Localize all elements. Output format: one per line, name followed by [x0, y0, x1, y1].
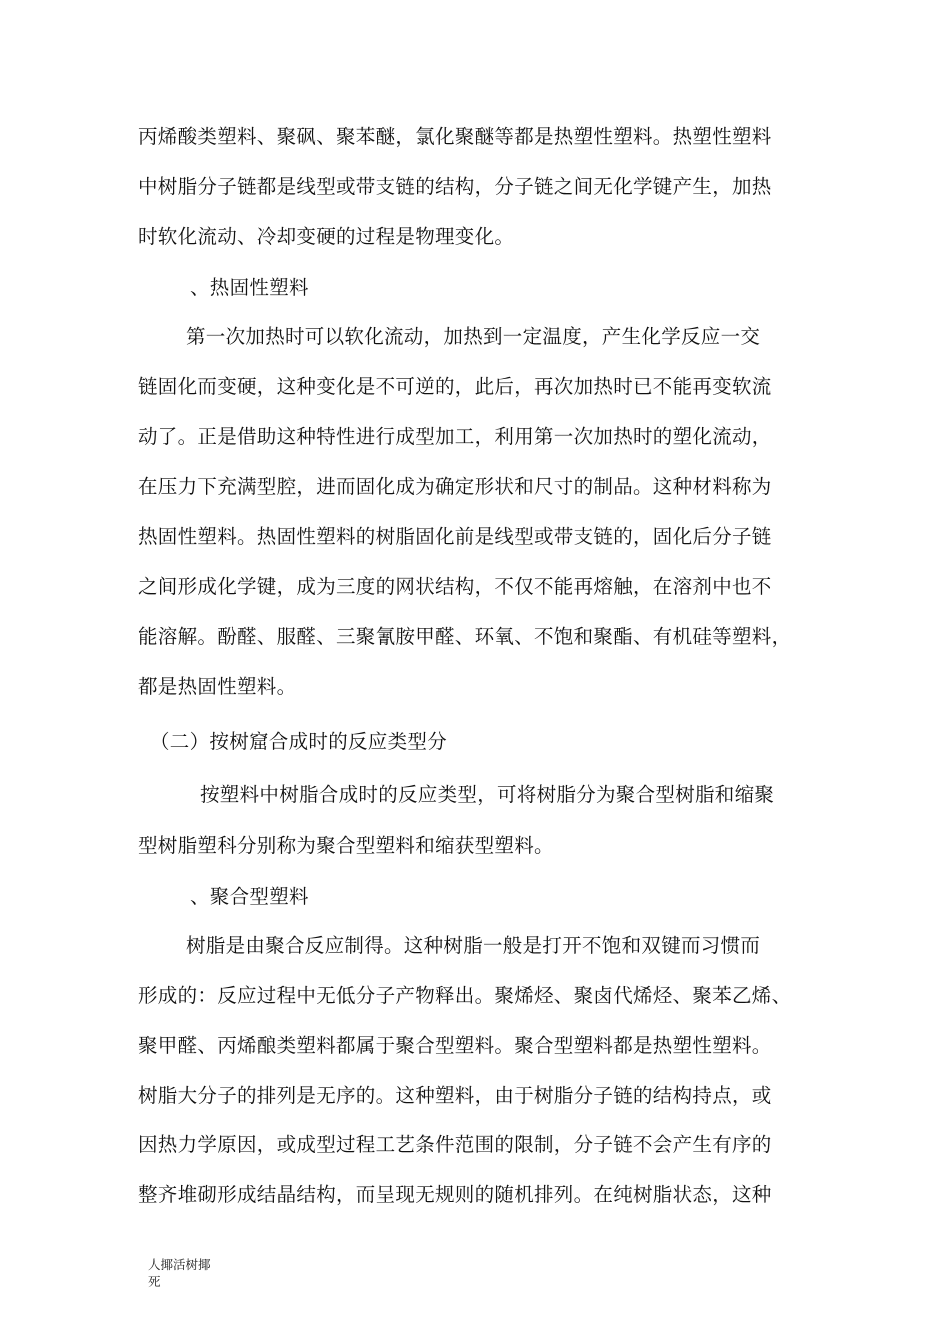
paragraph-line: 树脂大分子的排列是无序的。这种塑料，由于树脂分子链的结构持点，或: [138, 1084, 772, 1107]
footer-note: 死: [148, 1274, 161, 1289]
paragraph-line: 整齐堆砌形成结晶结构，而呈现无规则的随机排列。在纯树脂状态，这种: [138, 1183, 772, 1206]
paragraph-line: 按塑料中树脂合成时的反应类型，可将树脂分为聚合型树脂和缩聚: [200, 783, 775, 806]
paragraph-line: 第一次加热时可以软化流动，加热到一定温度，产生化学反应一交: [186, 325, 761, 348]
paragraph-line: 之间形成化学键，成为三度的网状结构，不仅不能再熔触，在溶剂中也不: [138, 575, 772, 598]
paragraph-line: 都是热固性塑料。: [138, 675, 297, 698]
paragraph-line: 因热力学原因，或成型过程工艺条件范围的限制，分子链不会产生有序的: [138, 1133, 772, 1156]
section-heading: （二）按树窟合成时的反应类型分: [150, 730, 448, 753]
paragraph-line: 型树脂塑科分别称为聚合型塑料和缩获型塑料。: [138, 834, 554, 857]
paragraph-line: 丙烯酸类塑料、聚砜、聚苯醚，氯化聚醚等都是热塑性塑料。热塑性塑料: [138, 125, 772, 148]
paragraph-line: 动了。正是借助这种特性进行成型加工，利用第一次加热时的塑化流动，: [138, 425, 772, 448]
paragraph-line: 形成的：反应过程中无低分子产物释出。聚烯烃、聚卤代烯烃、聚苯乙烯、: [138, 984, 792, 1007]
paragraph-line: 热固性塑料。热固性塑料的树脂固化前是线型或带支链的，固化后分子链: [138, 525, 772, 548]
paragraph-line: 时软化流动、冷却变硬的过程是物理变化。: [138, 225, 515, 248]
section-heading: 、聚合型塑料: [190, 885, 309, 908]
section-heading: 、热固性塑料: [190, 276, 309, 299]
paragraph-line: 树脂是由聚合反应制得。这种树脂一般是打开不饱和双键而习惯而: [186, 934, 761, 957]
paragraph-line: 能溶解。酚醛、服醛、三聚氰胺甲醛、环氧、不饱和聚酯、有机硅等塑料，: [138, 625, 792, 648]
paragraph-line: 在压力下充满型腔，进而固化成为确定形状和尺寸的制品。这种材料称为: [138, 475, 772, 498]
paragraph-line: 链固化而变硬，这种变化是不可逆的，此后，再次加热时已不能再变软流: [138, 375, 772, 398]
paragraph-line: 中树脂分子链都是线型或带支链的结构，分子链之间无化学键产生，加热: [138, 175, 772, 198]
paragraph-line: 聚甲醛、丙烯酿类塑料都属于聚合型塑料。聚合型塑料都是热塑性塑料。: [138, 1034, 772, 1057]
footer-note: 人揶活树揶: [148, 1257, 211, 1272]
